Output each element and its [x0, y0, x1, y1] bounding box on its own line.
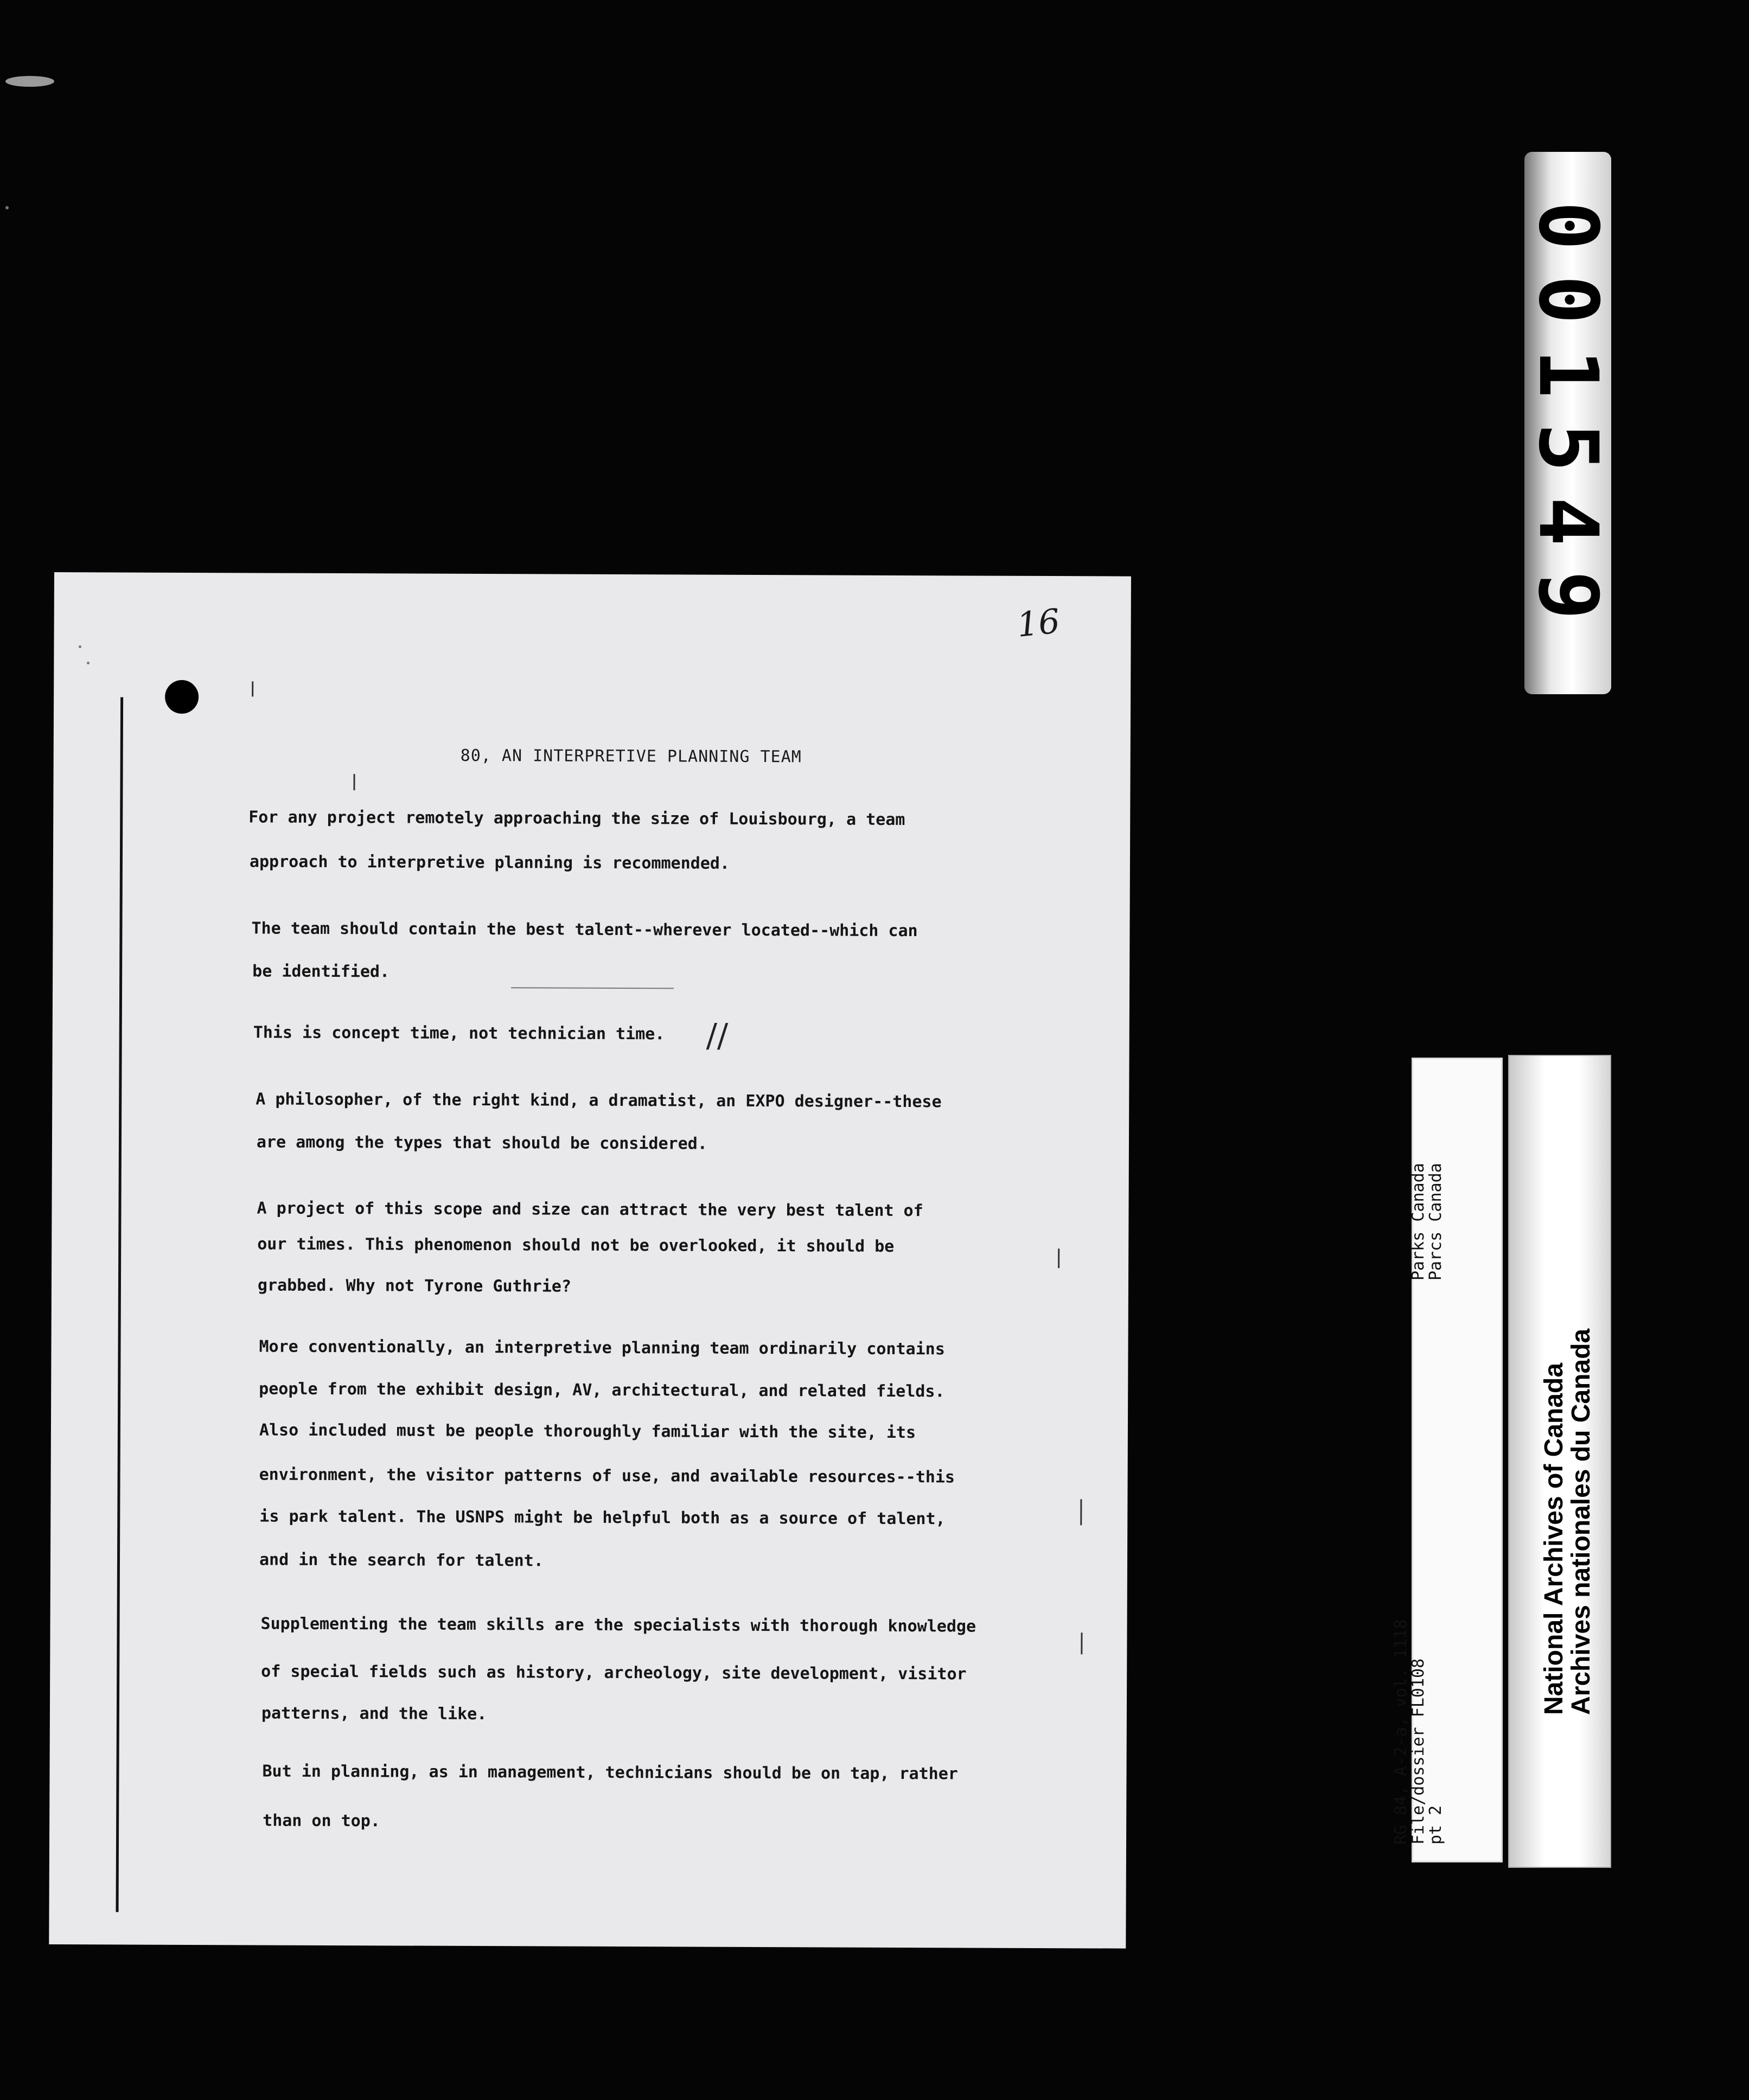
- text-line: But in planning, as in management, technicians should be on tap, rather: [262, 1762, 958, 1784]
- margin-tick: [252, 681, 253, 696]
- margin-tick: [353, 774, 355, 790]
- handwritten-mark: //: [706, 1016, 729, 1055]
- page-title: 80, AN INTERPRETIVE PLANNING TEAM: [460, 746, 802, 767]
- film-speck: [79, 645, 81, 648]
- margin-tick: [1080, 1499, 1082, 1525]
- archive-reference-line: pt 2: [1426, 1805, 1445, 1845]
- punch-hole: [165, 680, 199, 714]
- film-speck: [87, 662, 90, 664]
- text-line: approach to interpretive planning is recommended.: [249, 852, 730, 873]
- text-line: grabbed. Why not Tyrone Guthrie?: [257, 1276, 571, 1296]
- archive-agency-line: Parcs Canada: [1426, 1163, 1445, 1281]
- text-line: This is concept time, not technician time.: [253, 1023, 665, 1044]
- text-line: of special fields such as history, archeology, site development, visitor: [261, 1662, 967, 1684]
- text-line: than on top.: [263, 1811, 380, 1831]
- frame-number: 001549: [1521, 201, 1615, 645]
- text-line: is park talent. The USNPS might be helpful both as a source of talent,: [259, 1507, 946, 1529]
- text-line: Also included must be people thoroughly familiar with the site, its: [259, 1420, 916, 1443]
- text-line: Supplementing the team skills are the specialists with thorough knowledge: [260, 1614, 976, 1636]
- archive-reference-line: File/dossier FL0108: [1409, 1658, 1428, 1845]
- text-line: environment, the visitor patterns of use, and available resources--this: [259, 1465, 955, 1487]
- margin-line: [116, 697, 124, 1912]
- typed-page: [49, 572, 1131, 1949]
- archive-stamp-line: Archives nationales du Canada: [1567, 1328, 1595, 1715]
- text-line: people from the exhibit design, AV, architectural, and related fields.: [259, 1379, 945, 1401]
- text-line: our times. This phenomenon should not be overlooked, it should be: [257, 1234, 895, 1256]
- text-line: and in the search for talent.: [259, 1550, 544, 1571]
- margin-tick: [1058, 1249, 1059, 1268]
- text-line: More conventionally, an interpretive planning team ordinarily contains: [259, 1337, 945, 1359]
- film-speck: [5, 206, 9, 209]
- page-folio: 16: [1015, 601, 1062, 645]
- text-line: A philosopher, of the right kind, a dramatist, an EXPO designer--these: [256, 1090, 942, 1112]
- film-artifact: [5, 76, 54, 87]
- archive-reference-label: [1391, 1058, 1503, 1862]
- text-line: The team should contain the best talent--wherever located--which can: [251, 919, 918, 941]
- text-line: be identified.: [252, 962, 390, 982]
- archive-agency-line: Parks Canada: [1409, 1163, 1428, 1281]
- text-line: A project of this scope and size can attract the very best talent of: [257, 1199, 923, 1221]
- underline-rule: [511, 987, 674, 989]
- text-line: For any project remotely approaching the size of Louisbourg, a team: [248, 808, 905, 830]
- text-line: are among the types that should be considered.: [256, 1132, 707, 1154]
- frame-number-label: [1521, 152, 1615, 694]
- archive-stamp-line: National Archives of Canada: [1540, 1362, 1568, 1715]
- margin-tick: [1081, 1632, 1082, 1654]
- archive-reference-line: RG 84, A-2-a, vol. 1118: [1391, 1619, 1410, 1845]
- archive-stamp: [1508, 1055, 1611, 1868]
- text-line: patterns, and the like.: [261, 1704, 487, 1724]
